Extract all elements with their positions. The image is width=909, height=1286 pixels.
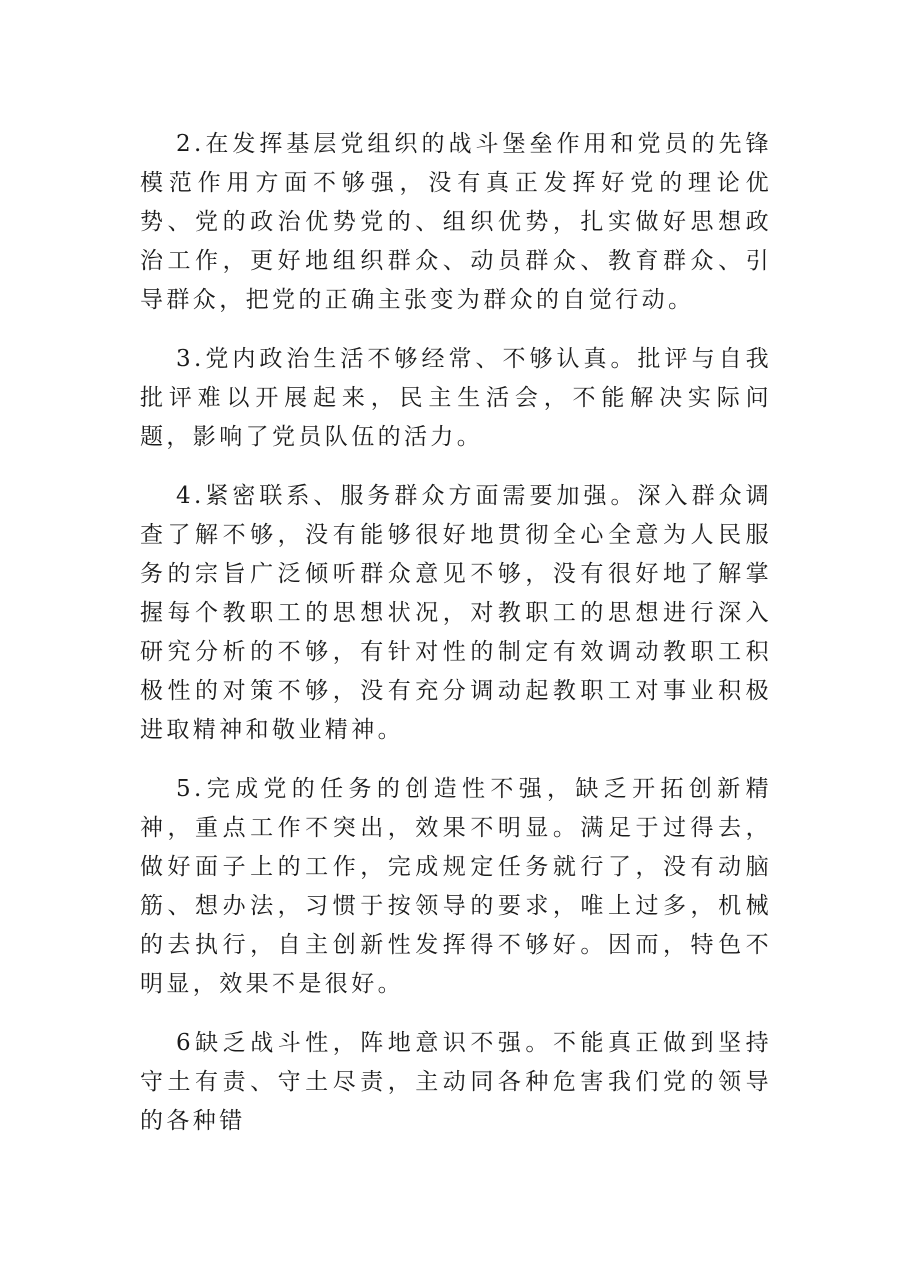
paragraph-2: 2.在发挥基层党组织的战斗堡垒作用和党员的先锋模范作用方面不够强，没有真正发挥好党的理论优势、党的政治优势党的、组织优势，扎实做好思想政治工作，更好地组织群众、动员群众、教育群众、引导群众，把党的正确主张变为群众的自觉行动。 bbox=[140, 131, 772, 313]
paragraph-4: 4.紧密联系、服务群众方面需要加强。深入群众调查了解不够，没有能够很好地贯彻全心全意为人民服务的宗旨广泛倾听群众意见不够，没有很好地了解掌握每个教职工的思想状况，对教职工的思想进行深入研究分析的不够，有针对性的制定有效调动教职工积极性的对策不够，没有充分调动起教职工对事业积极进取精神和敬业精神。 bbox=[140, 483, 772, 743]
paragraph-6: 6缺乏战斗性，阵地意识不强。不能真正做到坚持守土有责、守土尽责，主动同各种危害我们党的领导的各种错 bbox=[140, 1030, 772, 1134]
document-page bbox=[140, 125, 772, 1161]
paragraph-3: 3.党内政治生活不够经常、不够认真。批评与自我批评难以开展起来，民主生活会，不能解决实际问题，影响了党员队伍的活力。 bbox=[140, 346, 772, 450]
paragraph-5: 5.完成党的任务的创造性不强，缺乏开拓创新精神，重点工作不突出，效果不明显。满足于过得去，做好面子上的工作，完成规定任务就行了，没有动脑筋、想办法，习惯于按领导的要求，唯上过多，机械的去执行，自主创新性发挥得不够好。因而，特色不明显，效果不是很好。 bbox=[140, 776, 772, 997]
